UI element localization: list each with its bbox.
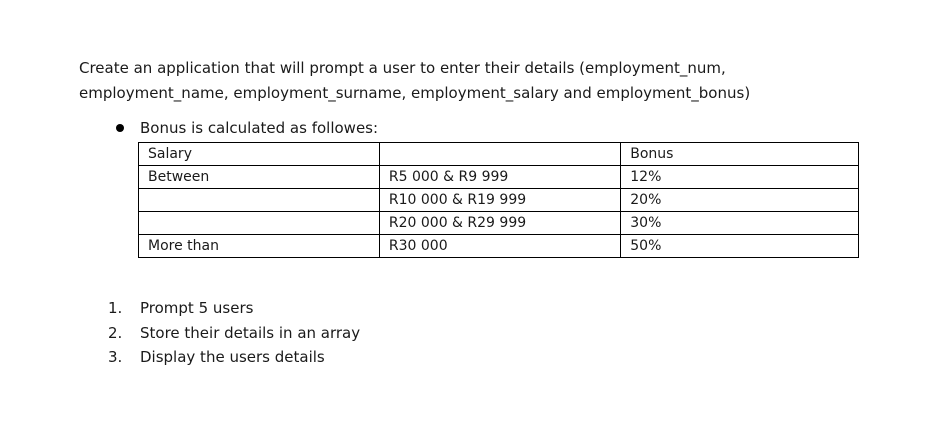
table-cell: R5 000 & R9 999 — [379, 166, 620, 189]
intro-line-2: employment_name, employment_surname, employment_salary and employment_bonus) — [79, 84, 751, 102]
table-cell: 20% — [621, 189, 859, 212]
bullet-dot-icon — [116, 124, 124, 132]
list-item-text: Prompt 5 users — [140, 299, 254, 317]
bonus-table — [138, 142, 859, 258]
table-header-cell: Bonus — [621, 143, 859, 166]
bullet-text: Bonus is calculated as followes: — [140, 119, 379, 137]
table-cell — [139, 212, 380, 235]
table-row — [139, 166, 859, 189]
table-row — [139, 212, 859, 235]
list-item-number: 1. — [108, 299, 123, 317]
list-item-text: Display the users details — [140, 348, 325, 366]
table-cell: More than — [139, 235, 380, 258]
intro-paragraph — [79, 56, 899, 106]
table-row — [139, 189, 859, 212]
table-row — [139, 235, 859, 258]
list-item-number: 2. — [108, 323, 123, 342]
table-cell: 12% — [621, 166, 859, 189]
table-header-cell: Salary — [139, 143, 380, 166]
table-cell: 30% — [621, 212, 859, 235]
table-cell: 50% — [621, 235, 859, 258]
table-header-row — [139, 143, 859, 166]
table-cell: R30 000 — [379, 235, 620, 258]
table-cell — [139, 189, 380, 212]
table-cell: R20 000 & R29 999 — [379, 212, 620, 235]
table-cell: R10 000 & R19 999 — [379, 189, 620, 212]
list-item-text: Store their details in an array — [140, 323, 361, 342]
table-header-cell — [379, 143, 620, 166]
intro-line-1: Create an application that will prompt a user to enter their details (employment_num, — [79, 59, 726, 77]
table-cell: Between — [139, 166, 380, 189]
list-item-number: 3. — [108, 348, 123, 366]
